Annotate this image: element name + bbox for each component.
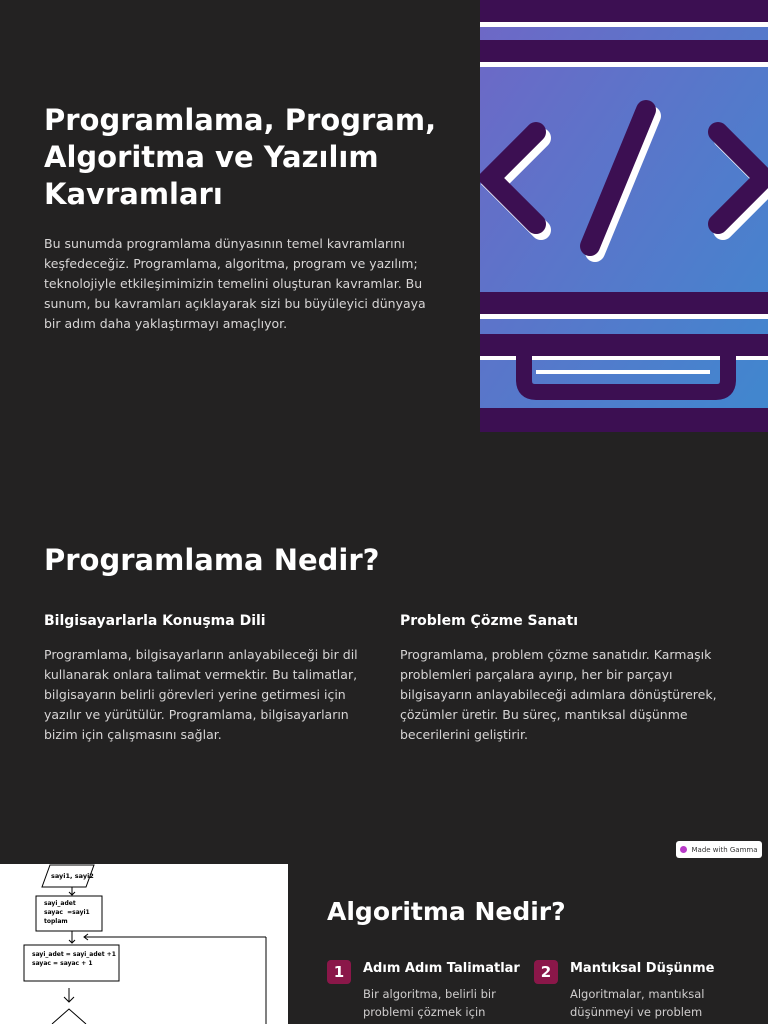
step-1-title: Adım Adım Talimatlar <box>363 961 520 976</box>
badge-label: Made with Gamma <box>691 845 758 854</box>
slide1-title: Programlama, Program, Algoritma ve Yazılım Kavramları <box>44 103 437 211</box>
flowchart-init-line: sayi_adet <box>44 900 76 907</box>
step-2-number: 2 <box>534 960 558 984</box>
flowchart-init-line: sayac =sayi1 <box>44 909 90 916</box>
flowchart-input: sayi1, sayi2 <box>51 872 94 880</box>
step-1-number: 1 <box>327 960 351 984</box>
step-2-text: Algoritmalar, mantıksal düşünmeyi ve problem <box>570 987 705 1019</box>
flowchart-init-line: toplam <box>44 918 68 925</box>
flowchart-loop-line: sayac = sayac + 1 <box>32 960 93 967</box>
step-2-title: Mantıksal Düşünme <box>570 961 715 976</box>
column-1-text: Programlama, bilgisayarların anlayabileceği bir dil kullanarak onlara talimat vermektir. Bu talimatlar, bilgisayarın belirli görevleri yerine getirmesi için yazılır ve yürütülür. Programlama, bilgisayarların bizim için çalışmasını sağlar. <box>44 647 358 742</box>
flowchart-loop-line: sayi_adet = sayi_adet +1 <box>32 951 116 958</box>
slide3-title: Algoritma Nedir? <box>327 897 566 926</box>
slide1-body: Bu sunumda programlama dünyasının temel kavramlarını keşfedeceğiz. Programlama, algoritma, program ve yazılım; teknolojiyle etkileşimimizin temelini oluşturan kavramlar. Bu sunum, bu kavramları açıklayarak sizi bu büyüleyici dünyaya bir adım daha yaklaştırmayı amaçlıyor. <box>44 236 426 331</box>
column-2 <box>400 613 722 745</box>
flowchart-image <box>0 864 288 1024</box>
column-1-title: Bilgisayarlarla Konuşma Dili <box>44 613 266 629</box>
column-2-title: Problem Çözme Sanatı <box>400 613 578 629</box>
column-1 <box>44 613 364 745</box>
gamma-logo-icon <box>680 846 687 853</box>
made-with-gamma-badge[interactable] <box>676 841 762 858</box>
column-2-text: Programlama, problem çözme sanatıdır. Karmaşık problemleri parçalara ayırıp, her bir parçayı bilgisayarın anlayabileceği adımlara dönüştürerek, çözümler üretir. Bu süreç, mantıksal düşünme becerilerini geliştirir. <box>400 647 717 742</box>
flowchart-init <box>44 899 90 926</box>
slide2-title: Programlama Nedir? <box>44 543 380 577</box>
code-monitor-icon <box>480 0 768 432</box>
flowchart-loop <box>32 950 116 968</box>
step-1-text: Bir algoritma, belirli bir problemi çözmek için <box>363 987 496 1019</box>
